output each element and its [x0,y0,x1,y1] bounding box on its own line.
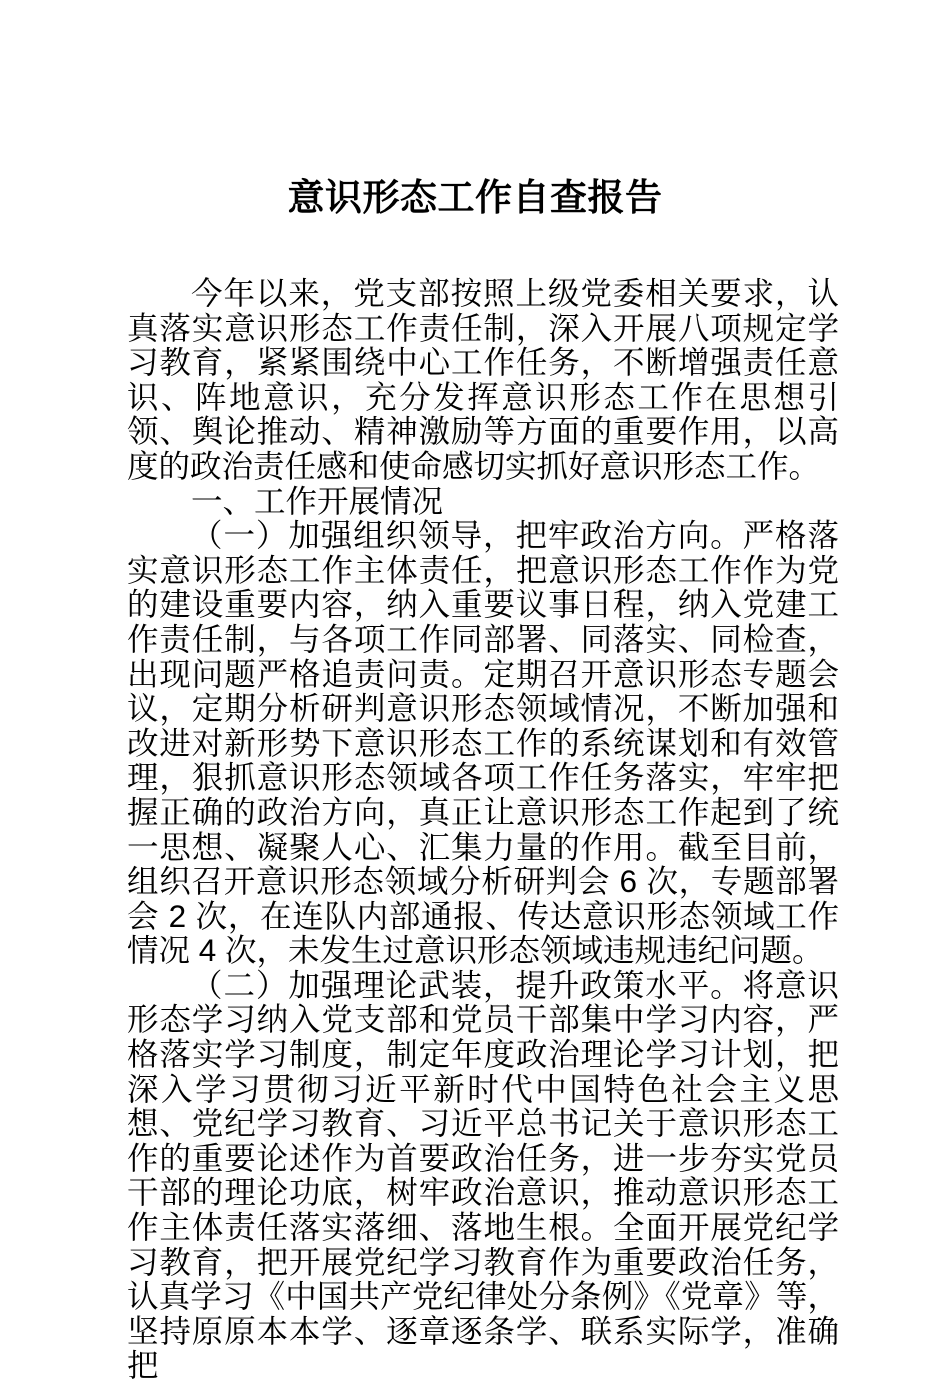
paragraph-intro: 今年以来，党支部按照上级党委相关要求，认真落实意识形态工作责任制，深入开展八项规定学习教育，紧紧围绕中心工作任务，不断增强责任意识、阵地意识，充分发挥意识形态工作在思想引领、舆论推动、精神激励等方面的重要作用，以高度的政治责任感和使命感切实抓好意识形态工作。 [127,275,839,484]
paragraph-section-1-1: （一）加强组织领导，把牢政治方向。严格落实意识形态工作主体责任，把意识形态工作作为党的建设重要内容，纳入重要议事日程，纳入党建工作责任制，与各项工作同部署、同落实、同检查，出现问题严格追责问责。定期召开意识形态专题会议，定期分析研判意识形态领域情况，不断加强和改进对新形势下意识形态工作的系统谋划和有效管理，狠抓意识形态领域各项工作任务落实，牢牢把握正确的政治方向，真正让意识形态工作起到了统一思想、凝聚人心、汇集力量的作用。截至目前，组织召开意识形态领域分析研判会 6 次，专题部署会 2 次，在连队内部通报、传达意识形态领域工作情况 4 次，未发生过意识形态领域违规违纪问题。 [127,517,839,969]
paragraph-section-1-2: （二）加强理论武装，提升政策水平。将意识形态学习纳入党支部和党员干部集中学习内容，严格落实学习制度，制定年度政治理论学习计划，把深入学习贯彻习近平新时代中国特色社会主义思想、党纪学习教育、习近平总书记关于意识形态工作的重要论述作为首要政治任务，进一步夯实党员干部的理论功底，树牢政治意识，推动意识形态工作主体责任落实落细、落地生根。全面开展党纪学习教育，把开展党纪学习教育作为重要政治任务，认真学习《中国共产党纪律处分条例》《党章》等，坚持原原本本学、逐章逐条学、联系实际学，准确把 [127,966,839,1383]
document-body [127,276,839,1383]
heading-section-one: 一、工作开展情况 [191,482,444,519]
page-title: 意识形态工作自查报告 [287,178,663,219]
